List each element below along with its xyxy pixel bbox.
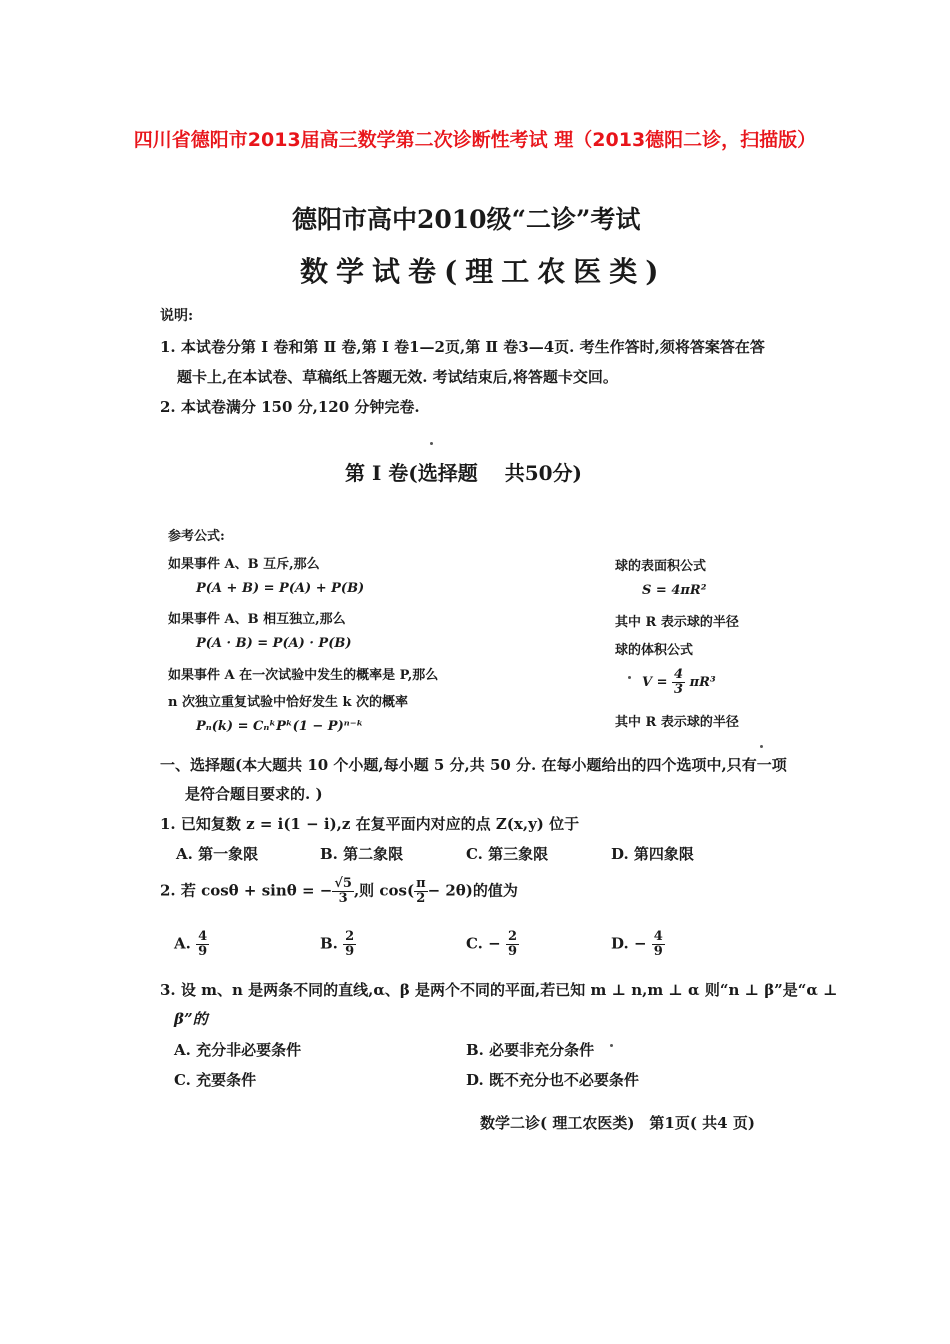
q1-option-c: C. 第三象限 [466,845,549,863]
q2-stem-part-b: ,则 cos( [353,881,415,900]
q3-option-c: C. 充要条件 [174,1071,257,1089]
volume-numerator: 4 [674,667,684,682]
q2-option-b-numerator: 2 [345,929,355,944]
q2-stem-numerator: √5 [334,876,352,891]
q2-option-c-label: C. [466,934,483,953]
note1-line1: 1. 本试卷分第 Ⅰ 卷和第 Ⅱ 卷,第 Ⅰ 卷1—2页,第 Ⅱ 卷3—4页. 考生作答时,须将答案答在答 [160,338,765,356]
sphere-volume-label: 球的体积公式 [615,643,694,658]
q1-stem: 1. 已知复数 z = i(1 − i),z 在复平面内对应的点 Z(x,y) 位于 [160,815,580,833]
q2-option-d-numerator: 4 [653,929,663,944]
q2-stem-denominator: 3 [338,891,348,906]
q2-option-a-denominator: 9 [198,944,208,959]
q2-stem-part-c: − 2θ)的值为 [427,881,518,900]
q3-option-a: A. 充分非必要条件 [174,1041,302,1059]
q2-angle-fraction [414,877,428,906]
q2-stem-part-a: 2. 若 cosθ + sinθ = − [160,881,333,900]
formula-left-3: 如果事件 A、B 相互独立,那么 [168,612,346,627]
q2-option-d-sign: − [633,934,647,953]
section1-header-line2: 是符合题目要求的. ) [185,785,323,803]
q2-option-a [174,930,209,959]
q3-option-b: B. 必要非充分条件 [466,1041,595,1059]
sphere-volume-formula [642,668,716,697]
notes-label: 说明: [160,308,194,324]
exam-title: 德阳市高中2010级“二诊”考试 [292,205,641,234]
sphere-radius-note-2: 其中 R 表示球的半径 [615,715,739,730]
q2-stem-fraction [332,877,354,906]
scan-speck [430,442,433,445]
q2-option-c-sign: − [488,934,501,953]
formula-left-2: P(A + B) = P(A) + P(B) [196,581,365,596]
q2-option-d-denominator: 9 [653,944,663,959]
formula-left-6: n 次独立重复试验中恰好发生 k 次的概率 [168,695,409,710]
formula-left-4: P(A · B) = P(A) · P(B) [196,636,352,651]
q1-option-a: A. 第一象限 [176,845,259,863]
exam-subtitle: 数学试卷(理工农医类) [300,255,667,288]
scan-speck [610,1044,613,1047]
q2-option-c-numerator: 2 [507,929,517,944]
sphere-radius-note-1: 其中 R 表示球的半径 [615,615,739,630]
q2-option-b-denominator: 9 [345,944,355,959]
q2-option-b-fraction [343,930,356,959]
q2-option-b [320,930,356,959]
q2-option-d [611,930,665,959]
q2-option-b-label: B. [320,934,338,953]
q2-option-a-label: A. [174,934,191,953]
scan-speck [628,676,631,679]
q2-stem [160,877,518,906]
q2-angle-denominator: 2 [416,891,426,906]
sphere-surface-label: 球的表面积公式 [615,559,707,574]
q3-option-d: D. 既不充分也不必要条件 [466,1071,639,1089]
q2-option-c-fraction [506,930,519,959]
scan-speck [760,745,763,748]
formula-left-5: 如果事件 A 在一次试验中发生的概率是 P,那么 [168,668,439,683]
note2: 2. 本试卷满分 150 分,120 分钟完卷. [160,398,420,416]
section1-header-line1: 一、选择题(本大题共 10 个小题,每小题 5 分,共 50 分. 在每小题给出的四个选项中,只有一项 [160,756,787,774]
volume-fraction [672,668,685,697]
document-title: 四川省德阳市2013届高三数学第二次诊断性考试 理（2013德阳二诊，扫描版） [133,129,817,151]
formula-left-7: Pₙ(k) = CₙᵏPᵏ(1 − P)ⁿ⁻ᵏ [196,719,364,734]
note1-line2: 题卡上,在本试卷、草稿纸上答题无效. 考试结束后,将答题卡交回。 [177,368,618,386]
volume-denominator: 3 [674,682,684,697]
sphere-surface-formula: S = 4πR² [642,583,707,598]
q2-option-d-label: D. [611,934,629,953]
q2-option-c [466,930,519,959]
q1-option-b: B. 第二象限 [320,845,404,863]
q1-option-d: D. 第四象限 [611,845,694,863]
q2-option-a-numerator: 4 [198,929,208,944]
q3-stem-line1: 3. 设 m、n 是两条不同的直线,α、β 是两个不同的平面,若已知 m ⊥ n,m ⊥ α 则“n ⊥ β”是“α ⊥ [160,981,838,999]
q3-stem-line2: β”的 [174,1010,208,1028]
q2-angle-numerator: π [416,876,426,891]
q2-option-c-denominator: 9 [507,944,517,959]
formula-left-1: 如果事件 A、B 互斥,那么 [168,557,320,572]
formulas-label: 参考公式: [168,529,225,544]
part1-title: 第 Ⅰ 卷(选择题 共50分) [345,461,583,485]
page-footer: 数学二诊( 理工农医类) 第1页( 共4 页) [480,1114,755,1132]
q2-option-d-fraction [652,930,665,959]
volume-rhs: πR³ [689,675,716,690]
q2-option-a-fraction [196,930,209,959]
volume-lhs: V = [642,675,668,690]
